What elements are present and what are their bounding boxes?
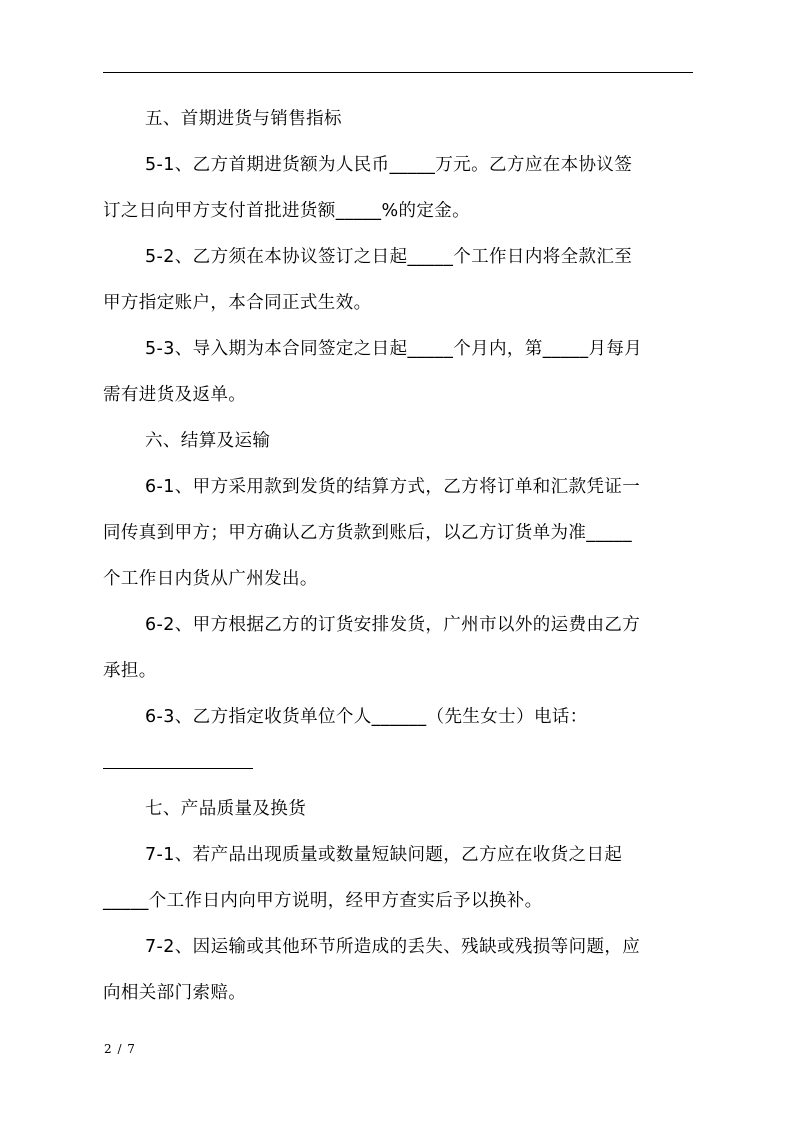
clause-6-2-line-1: 6-2、甲方根据乙方的订货安排发货，广州市以外的运费由乙方 [145, 615, 641, 635]
clause-6-3-line-1: 6-3、乙方指定收货单位个人______（先生女士）电话： [145, 707, 588, 727]
clause-6-1-line-3: 个工作日内货从广州发出。 [103, 569, 318, 589]
clause-6-1-line-2: 同传真到甲方；甲方确认乙方货款到账后，以乙方订货单为准_____ [103, 523, 633, 543]
clause-7-2-line-1: 7-2、因运输或其他环节所造成的丢失、残缺或残损等问题，应 [145, 937, 641, 957]
clause-5-2-line-1: 5-2、乙方须在本协议签订之日起_____个工作日内将全款汇至 [145, 247, 633, 267]
clause-7-1-line-2: _____个工作日内向甲方说明，经甲方查实后予以换补。 [103, 891, 543, 911]
clause-5-2-line-2: 甲方指定账户，本合同正式生效。 [103, 293, 372, 313]
clause-6-1-line-1: 6-1、甲方采用款到发货的结算方式，乙方将订单和汇款凭证一 [145, 477, 641, 497]
clause-5-1-line-1: 5-1、乙方首期进货额为人民币_____万元。乙方应在本协议签 [145, 155, 633, 175]
section-6-heading: 六、结算及运输 [145, 431, 271, 451]
clause-5-3-line-2: 需有进货及返单。 [103, 385, 247, 405]
clause-5-1-line-2: 订之日向甲方支付首批进货额_____%的定金。 [103, 201, 471, 221]
clause-5-3-line-1: 5-3、导入期为本合同签定之日起_____个月内，第_____月每月 [145, 339, 643, 359]
header-rule [103, 72, 693, 73]
clause-7-2-line-2: 向相关部门索赔。 [103, 983, 247, 1003]
page-number: 2 / 7 [104, 1042, 136, 1056]
section-5-heading: 五、首期进货与销售指标 [145, 109, 342, 129]
clause-6-2-line-2: 承担。 [103, 661, 157, 681]
phone-blank-line [103, 768, 253, 769]
section-7-heading: 七、产品质量及换货 [145, 799, 307, 819]
clause-7-1-line-1: 7-1、若产品出现质量或数量短缺问题，乙方应在收货之日起 [145, 845, 623, 865]
